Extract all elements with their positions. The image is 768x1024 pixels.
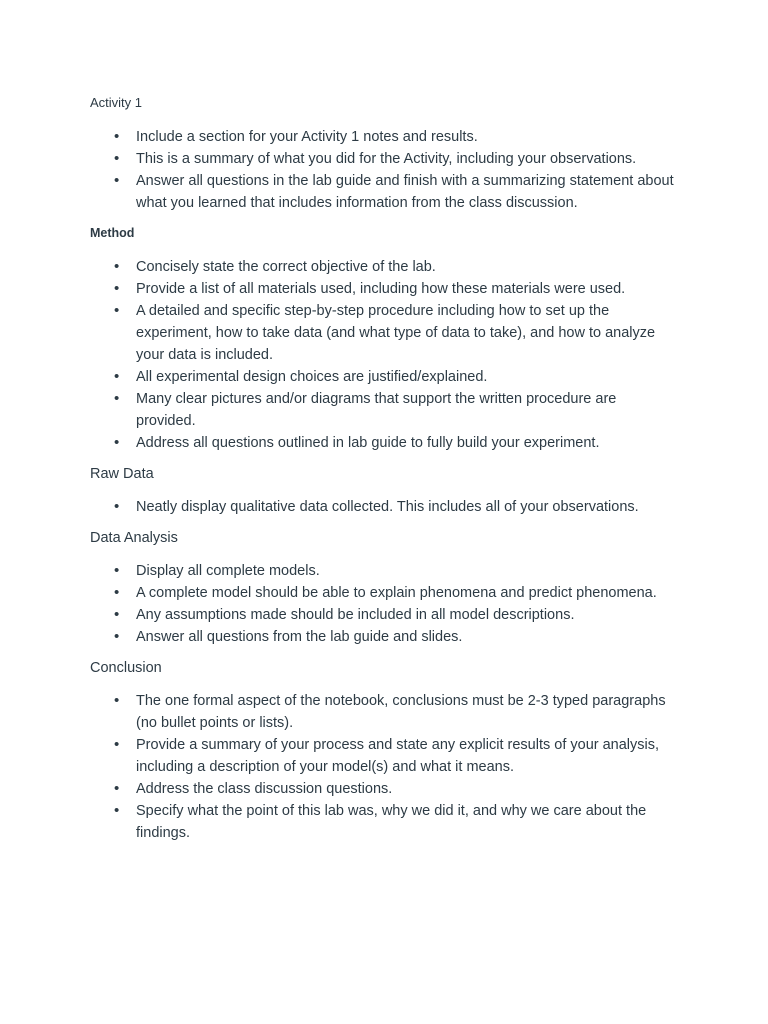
bullet-list xyxy=(90,496,678,518)
bullet-list xyxy=(90,690,678,844)
bullet-list xyxy=(90,560,678,648)
list-item: • The one formal aspect of the notebook, conclusions must be 2-3 typed paragraphs (no bullet points or lists). xyxy=(136,690,678,734)
list-item: • Display all complete models. xyxy=(136,560,678,582)
list-item: • Answer all questions from the lab guide and slides. xyxy=(136,626,678,648)
list-item: • Include a section for your Activity 1 notes and results. xyxy=(136,126,678,148)
section-activity-1 xyxy=(90,94,678,214)
section-heading: Conclusion xyxy=(90,660,162,676)
list-item: • This is a summary of what you did for the Activity, including your observations. xyxy=(136,148,678,170)
section-conclusion xyxy=(90,658,678,844)
bullet-list xyxy=(90,126,678,214)
list-item: • Concisely state the correct objective of the lab. xyxy=(136,256,678,278)
list-item: • Address all questions outlined in lab guide to fully build your experiment. xyxy=(136,432,678,454)
section-heading: Data Analysis xyxy=(90,530,178,546)
section-heading: Method xyxy=(90,226,135,240)
list-item: • Provide a list of all materials used, including how these materials were used. xyxy=(136,278,678,300)
list-item: • Address the class discussion questions. xyxy=(136,778,678,800)
section-data-analysis xyxy=(90,528,678,648)
list-item: • Many clear pictures and/or diagrams that support the written procedure are provided. xyxy=(136,388,678,432)
list-item: • A detailed and specific step-by-step procedure including how to set up the experiment, how to take data (and what type of data to take), and how to analyze your data is included. xyxy=(136,300,678,366)
section-heading: Raw Data xyxy=(90,466,154,482)
list-item: • A complete model should be able to explain phenomena and predict phenomena. xyxy=(136,582,678,604)
list-item: • Provide a summary of your process and state any explicit results of your analysis, including a description of your model(s) and what it means. xyxy=(136,734,678,778)
list-item: • Answer all questions in the lab guide and finish with a summarizing statement about what you learned that includes information from the class discussion. xyxy=(136,170,678,214)
list-item: • All experimental design choices are justified/explained. xyxy=(136,366,678,388)
section-heading: Activity 1 xyxy=(90,95,143,110)
list-item: • Specify what the point of this lab was, why we did it, and why we care about the findings. xyxy=(136,800,678,844)
section-method xyxy=(90,224,678,454)
bullet-list xyxy=(90,256,678,454)
list-item: • Neatly display qualitative data collected. This includes all of your observations. xyxy=(136,496,678,518)
list-item: • Any assumptions made should be included in all model descriptions. xyxy=(136,604,678,626)
section-raw-data xyxy=(90,464,678,518)
